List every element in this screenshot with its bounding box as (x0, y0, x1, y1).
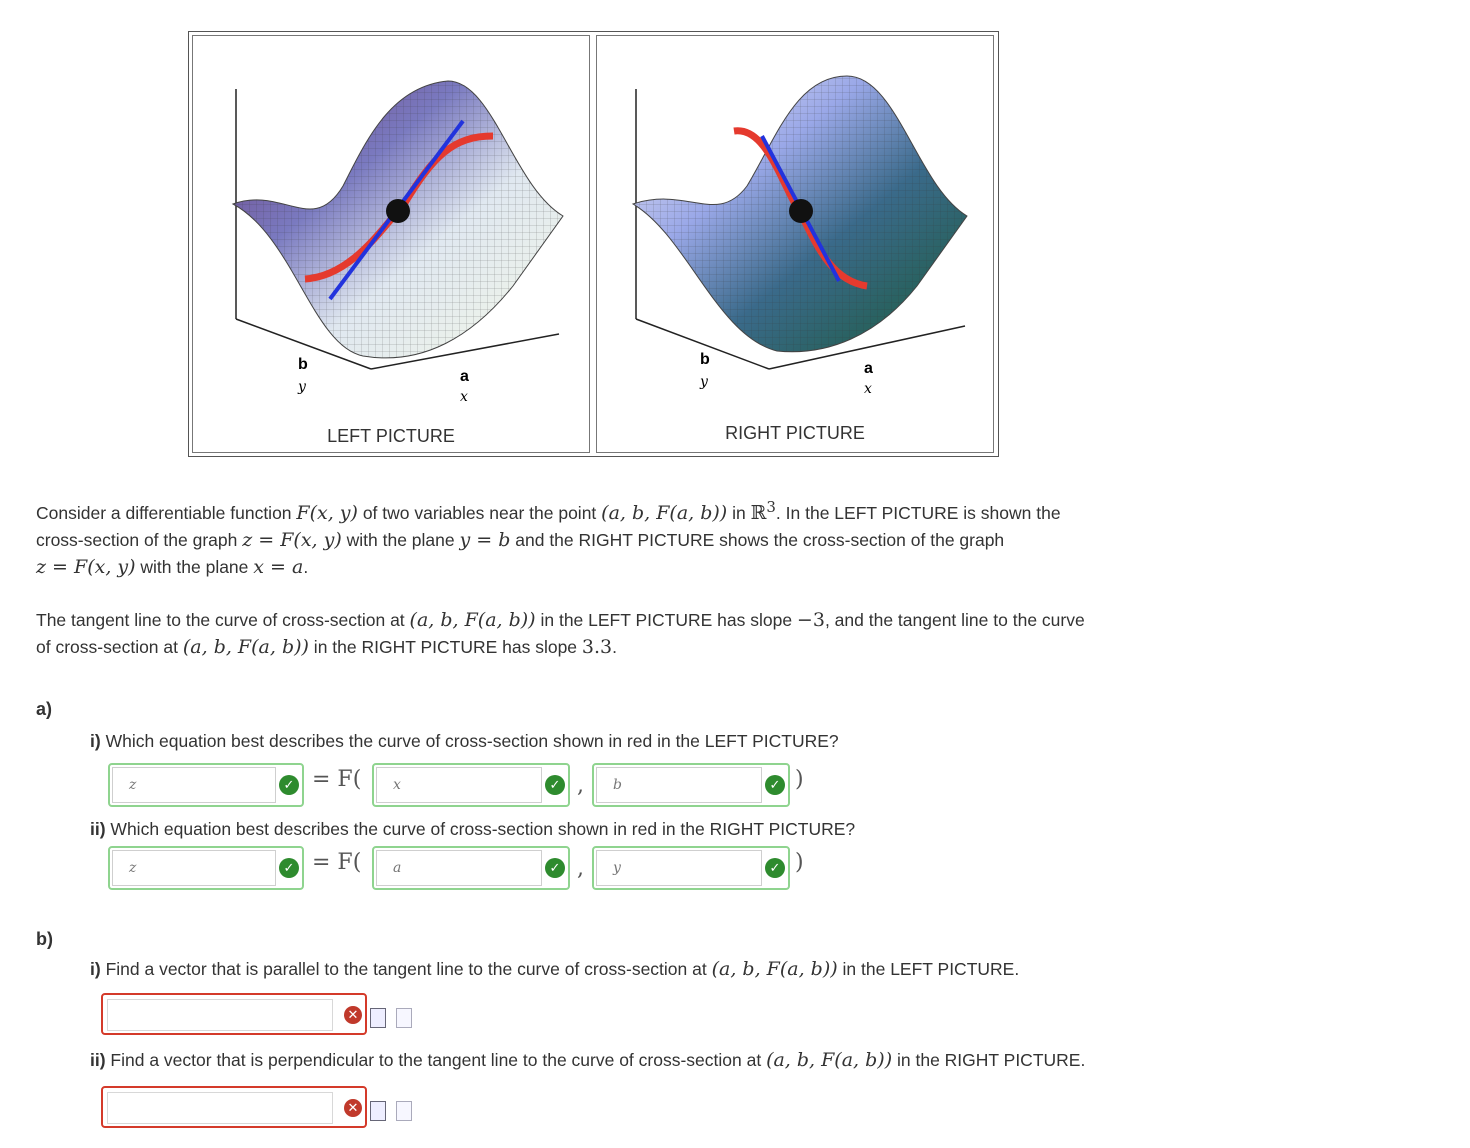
left-surface-plot (193, 36, 589, 452)
a2-answer-a[interactable] (372, 846, 570, 890)
a1-equals-F: = F( (312, 767, 362, 792)
a2-close-paren: ) (795, 850, 804, 875)
part-b-label: b) (36, 929, 53, 949)
help-icon[interactable] (396, 1008, 412, 1028)
right-surface-plot (597, 36, 993, 452)
right-label-y: y (700, 374, 708, 390)
a2-answer-y-value[interactable]: y (596, 850, 762, 886)
preview-icon[interactable] (370, 1008, 386, 1028)
part-a-question-2: ii) Which equation best describes the curve of cross-section shown in red in the RIGHT PICTURE? (90, 819, 856, 839)
check-icon: ✓ (279, 775, 299, 795)
a2-answer-z-value[interactable]: z (112, 850, 276, 886)
preview-icon[interactable] (370, 1101, 386, 1121)
pictures-panel (188, 31, 999, 457)
a2-answer-a-value[interactable]: a (376, 850, 542, 886)
a2-answer-y[interactable] (592, 846, 790, 890)
a1-answer-x[interactable] (372, 763, 570, 807)
incorrect-icon: ✕ (344, 1006, 362, 1024)
left-label-y: y (298, 379, 306, 395)
right-picture (596, 35, 994, 453)
part-a-label: a) (36, 699, 53, 719)
a1-answer-z[interactable] (108, 763, 304, 807)
part-a-question-1: i) Which equation best describes the curve of cross-section shown in red in the LEFT PICTURE? (90, 731, 839, 751)
left-label-b: b (298, 356, 308, 373)
left-label-a: a (460, 368, 469, 385)
right-label-x: x (864, 381, 872, 397)
incorrect-icon: ✕ (344, 1099, 362, 1117)
right-label-a: a (864, 360, 873, 377)
b2-answer-box[interactable] (101, 1086, 367, 1128)
intro-paragraph-2: The tangent line to the curve of cross-section at (a, b, F(a, b)) in the LEFT PICTURE has slope −3, and the tangent line to the curve of cross-section at (a, b, F(a, b)) in the RIGHT PICTURE has slope 3.3. (36, 609, 1085, 658)
check-icon: ✓ (545, 858, 565, 878)
left-picture (192, 35, 590, 453)
part-b-question-2: ii) Find a vector that is perpendicular to the tangent line to the curve of cross-section at (a, b, F(a, b)) in the RIGHT PICTURE. (90, 1049, 1086, 1071)
a1-close-paren: ) (795, 767, 804, 792)
check-icon: ✓ (765, 775, 785, 795)
check-icon: ✓ (765, 858, 785, 878)
a2-answer-z[interactable] (108, 846, 304, 890)
a1-answer-b-value[interactable]: b (596, 767, 762, 803)
right-picture-caption: RIGHT PICTURE (725, 423, 865, 443)
right-label-b: b (700, 351, 710, 368)
b2-answer-input[interactable] (107, 1092, 333, 1124)
check-icon: ✓ (545, 775, 565, 795)
part-b-question-1: i) Find a vector that is parallel to the tangent line to the curve of cross-section at (a, b, F(a, b)) in the LEFT PICTURE. (90, 958, 1020, 980)
intro-paragraph-1: Consider a differentiable function F(x, y) of two variables near the point (a, b, F(a, b)) in ℝ$^3$. In the LEFT PICTURE is shown the cross-section of the graph z = F(x, y) with the plane y = b and the RIGHT PICTURE shows the cross-section of the graph z = F(x, y) with the plane x = a. (36, 498, 1061, 578)
check-icon: ✓ (279, 858, 299, 878)
a1-comma: , (577, 773, 584, 798)
a2-equals-F: = F( (312, 850, 362, 875)
a2-comma: , (577, 856, 584, 881)
help-icon[interactable] (396, 1101, 412, 1121)
a1-answer-b[interactable] (592, 763, 790, 807)
b1-answer-input[interactable] (107, 999, 333, 1031)
a1-answer-z-value[interactable]: z (112, 767, 276, 803)
left-picture-caption: LEFT PICTURE (327, 426, 455, 446)
a1-answer-x-value[interactable]: x (376, 767, 542, 803)
b1-answer-box[interactable] (101, 993, 367, 1035)
left-label-x: x (460, 389, 468, 405)
